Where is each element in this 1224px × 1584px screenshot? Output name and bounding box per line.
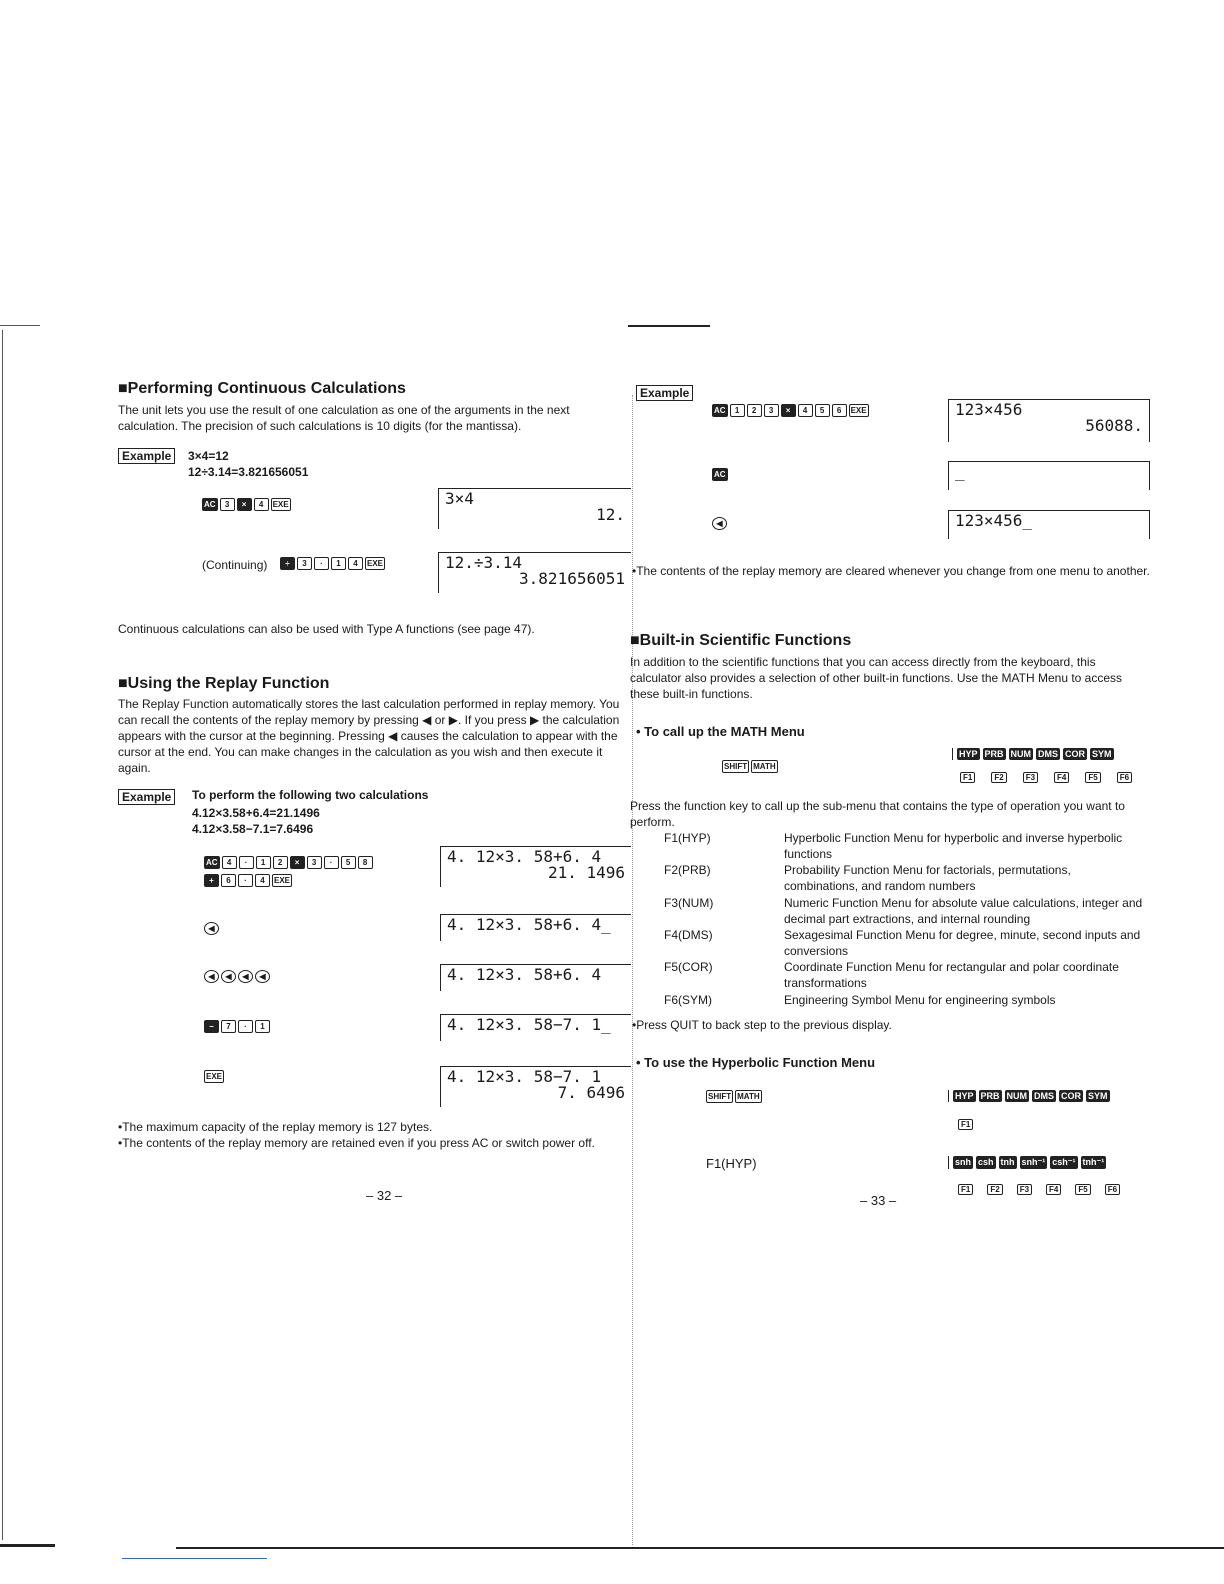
key-left-arrow: ◀ (712, 517, 727, 530)
key-exe: EXE (206, 1072, 223, 1081)
key-divide: ÷ (280, 557, 295, 570)
para-replay: The Replay Function automatically stores the last calculation performed in replay memory. You can recall the contents of the replay memory by pressing ◀ or ▶. If you press ▶ the calculation appears with the cursor at the beginning. Pressing ◀ causes the calculation to appear with the cursor at the end. You can make changes in the calculation as you wish and then execute it again. (118, 697, 620, 775)
note-replay-capacity: •The maximum capacity of the replay memory is 127 bytes. (118, 1120, 433, 1134)
key-1: 1 (255, 1020, 270, 1033)
key-exe: EXE (850, 406, 867, 415)
key-dot: · (324, 856, 339, 869)
def-key-num: F3(NUM) (664, 896, 714, 910)
fkey-f1-hint (958, 1114, 973, 1132)
example2-title: To perform the following two calculations (192, 788, 429, 802)
lcd2-top: 12.÷3.14 (445, 553, 523, 572)
fkey-f6: F6 (1105, 1184, 1120, 1195)
example1-line1: 3×4=12 (188, 449, 229, 463)
keys-seq-3a (204, 856, 373, 869)
lcdA-top: 123×456 (955, 400, 1023, 419)
lcd7-top: 4. 12×3. 58−7. 1 (447, 1067, 602, 1086)
keys-seq-B (712, 468, 728, 481)
note-replay-cleared: •The contents of the replay memory are cleared whenever you change from one menu to another. (632, 564, 1150, 578)
keys-seq-1 (202, 498, 291, 511)
key-multiply: × (237, 498, 252, 511)
key-4: 4 (255, 874, 270, 887)
menu-tnh: tnh (1000, 1157, 1015, 1167)
menu-csh-inverse: csh⁻¹ (1052, 1157, 1076, 1167)
lcd3-top: 4. 12×3. 58+6. 4 (447, 847, 602, 866)
key-ac: AC (204, 500, 216, 509)
continuing-label: (Continuing) (202, 558, 268, 572)
key-math: MATH (737, 1092, 760, 1101)
math-menu-bar (952, 748, 1114, 760)
menu-num: NUM (1006, 1091, 1028, 1101)
keys-seq-D (722, 760, 778, 773)
lcd-display-A (948, 399, 1150, 442)
para-type-a: Continuous calculations can also be used with Type A functions (see page 47). (118, 622, 535, 636)
key-math: MATH (753, 762, 776, 771)
lcd1-top: 3×4 (445, 489, 474, 508)
example2-line2: 4.12×3.58−7.1=7.6496 (192, 822, 314, 836)
fkey-f3: F3 (1023, 772, 1038, 783)
key-5: 5 (815, 404, 830, 417)
lcd5-top: 4. 12×3. 58+6. 4 (447, 965, 602, 984)
sub-math-menu: • To call up the MATH Menu (636, 724, 805, 739)
key-1: 1 (730, 404, 745, 417)
key-4: 4 (222, 856, 237, 869)
page-number-right: – 33 – (860, 1193, 897, 1208)
menu-sym: SYM (1088, 1091, 1108, 1101)
key-6: 6 (832, 404, 847, 417)
menu-dms: DMS (1034, 1091, 1055, 1101)
para-function-key: Press the function key to call up the sub-menu that contains the type of operation you want to perform. (630, 799, 1125, 829)
lcd-display-6 (440, 1014, 631, 1041)
key-3: 3 (764, 404, 779, 417)
lcd-display-C (948, 510, 1150, 539)
para-continuous: The unit lets you use the result of one calculation as one of the arguments in the next calculation. The precision of such calculations is 10 digits (for the mantissa). (118, 403, 570, 433)
lcd4-top: 4. 12×3. 58+6. 4_ (447, 915, 611, 934)
key-left-arrow: ◀ (255, 970, 270, 983)
example1-line2: 12÷3.14=3.821656051 (188, 465, 309, 479)
lcd3-bottom: 21. 1496 (547, 863, 625, 882)
keys-seq-3b (204, 874, 292, 887)
key-multiply: × (290, 856, 305, 869)
menu-num: NUM (1010, 749, 1032, 759)
def-key-hyp: F1(HYP) (664, 831, 711, 845)
key-dot: · (239, 856, 254, 869)
def-key-cor: F5(COR) (664, 960, 713, 974)
keys-seq-E (706, 1090, 762, 1103)
def-text-sym: Engineering Symbol Menu for engineering symbols (784, 993, 1056, 1007)
lcdA-bottom: 56088. (1085, 416, 1143, 435)
bottom-rule (176, 1547, 1224, 1549)
fkey-f2: F2 (991, 772, 1006, 783)
key-3: 3 (297, 557, 312, 570)
key-2: 2 (747, 404, 762, 417)
fkey-f6: F6 (1117, 772, 1132, 783)
fkey-f1: F1 (958, 1119, 973, 1130)
menu-cor: COR (1061, 1091, 1082, 1101)
note-replay-retained: •The contents of the replay memory are retained even if you press AC or switch power off. (118, 1136, 595, 1150)
fkey-f1: F1 (960, 772, 975, 783)
key-left-arrow: ◀ (221, 970, 236, 983)
keys-seq-4 (204, 922, 219, 935)
key-exe: EXE (274, 876, 291, 885)
key-1: 1 (256, 856, 271, 869)
key-left-arrow: ◀ (204, 970, 219, 983)
key-plus: + (204, 874, 219, 887)
fkey-f5: F5 (1075, 1184, 1090, 1195)
def-text-prb: Probability Function Menu for factorials, permutations, combinations, and random numbers (784, 863, 1071, 893)
def-key-prb: F2(PRB) (664, 863, 711, 877)
lcd-display-4 (440, 914, 631, 941)
note-quit: •Press QUIT to back step to the previous display. (632, 1018, 892, 1032)
key-dot: · (238, 874, 253, 887)
key-2: 2 (273, 856, 288, 869)
fkey-f2: F2 (987, 1184, 1002, 1195)
key-1: 1 (331, 557, 346, 570)
def-text-cor: Coordinate Function Menu for rectangular and polar coordinate transformations (784, 960, 1119, 990)
lcd-display-2 (438, 552, 631, 593)
key-left-arrow: ◀ (204, 922, 219, 935)
para-builtin: In addition to the scientific functions that you can access directly from the keyboard, this calculator also provides a selection of other built-in functions. Use the MATH Menu to access these built-in functions. (630, 655, 1123, 701)
keys-seq-7 (204, 1070, 224, 1083)
key-4: 4 (348, 557, 363, 570)
key-shift: SHIFT (724, 762, 748, 771)
math-menu-bar-2 (948, 1090, 1110, 1102)
menu-prb: PRB (984, 749, 1004, 759)
page-number-left: – 32 – (366, 1188, 403, 1203)
keys-seq-2 (280, 557, 385, 570)
left-edge-rule (2, 330, 3, 1540)
key-multiply: × (781, 404, 796, 417)
key-dot: · (314, 557, 329, 570)
menu-hyp: HYP (955, 1091, 974, 1101)
lcd1-bottom: 12. (596, 505, 625, 524)
key-ac: AC (206, 858, 218, 867)
fkey-f3: F3 (1017, 1184, 1032, 1195)
def-text-num: Numeric Function Menu for absolute value calculations, integer and decimal part extractions, and internal rounding (784, 896, 1143, 926)
key-7: 7 (221, 1020, 236, 1033)
example-label-1: Example (118, 448, 175, 464)
lcd-display-5 (440, 964, 631, 991)
top-rule (628, 325, 710, 327)
lcd-display-1 (438, 488, 631, 529)
def-key-sym: F6(SYM) (664, 993, 712, 1007)
example-label-right: Example (636, 385, 693, 401)
heading-replay: ■Using the Replay Function (118, 675, 330, 692)
key-4: 4 (798, 404, 813, 417)
lcd-display-7 (440, 1066, 631, 1107)
keys-seq-C (712, 517, 727, 530)
key-dot: · (238, 1020, 253, 1033)
fkey-f5: F5 (1085, 772, 1100, 783)
lcd7-bottom: 7. 6496 (557, 1083, 625, 1102)
menu-snh: snh (955, 1157, 972, 1167)
sub-hyperbolic-menu: • To use the Hyperbolic Function Menu (636, 1055, 876, 1070)
keys-seq-5 (204, 970, 270, 983)
key-6: 6 (221, 874, 236, 887)
hyp-label: F1(HYP) (706, 1156, 757, 1171)
key-minus: − (204, 1020, 219, 1033)
fkey-f1: F1 (958, 1184, 973, 1195)
heading-builtin: ■Built-in Scientific Functions (630, 632, 852, 649)
key-exe: EXE (272, 500, 289, 509)
fkey-f4: F4 (1046, 1184, 1061, 1195)
keys-seq-6 (204, 1020, 270, 1033)
heading-continuous: ■Performing Continuous Calculations (118, 380, 406, 397)
key-8: 8 (358, 856, 373, 869)
lcd-display-B (948, 461, 1150, 490)
lcd6-top: 4. 12×3. 58−7. 1_ (447, 1015, 611, 1034)
key-left-arrow: ◀ (238, 970, 253, 983)
key-3: 3 (220, 498, 235, 511)
fkey-row-1 (960, 772, 1132, 783)
menu-dms: DMS (1038, 749, 1059, 759)
menu-prb: PRB (980, 1091, 1000, 1101)
lcd2-bottom: 3.821656051 (519, 569, 625, 588)
key-ac: AC (714, 406, 726, 415)
key-shift: SHIFT (708, 1092, 732, 1101)
menu-sym: SYM (1092, 749, 1112, 759)
def-text-hyp: Hyperbolic Function Menu for hyperbolic and inverse hyperbolic functions (784, 831, 1123, 861)
key-exe: EXE (367, 559, 384, 568)
menu-cor: COR (1065, 749, 1086, 759)
key-4: 4 (254, 498, 269, 511)
keys-seq-A (712, 404, 869, 417)
fkey-f4: F4 (1054, 772, 1069, 783)
example-label-2: Example (118, 789, 175, 805)
def-key-dms: F4(DMS) (664, 928, 713, 942)
menu-tnh-inverse: tnh⁻¹ (1082, 1157, 1105, 1167)
key-ac: AC (714, 470, 726, 479)
footer-link-rule (122, 1558, 267, 1559)
left-margin-rule (0, 325, 40, 326)
key-5: 5 (341, 856, 356, 869)
menu-csh: csh (978, 1157, 994, 1167)
key-3: 3 (307, 856, 322, 869)
hyp-menu-bar (948, 1156, 1106, 1169)
lcdB-top: _ (955, 462, 965, 481)
menu-hyp: HYP (959, 749, 978, 759)
example2-line1: 4.12×3.58+6.4=21.1496 (192, 806, 320, 820)
menu-snh-inverse: snh⁻¹ (1021, 1157, 1046, 1167)
def-text-dms: Sexagesimal Function Menu for degree, minute, second inputs and conversions (784, 928, 1141, 958)
lcdC-top: 123×456_ (955, 511, 1033, 530)
bottom-left-rule (0, 1544, 55, 1547)
lcd-display-3 (440, 846, 631, 887)
fkey-row-2 (958, 1184, 1120, 1195)
